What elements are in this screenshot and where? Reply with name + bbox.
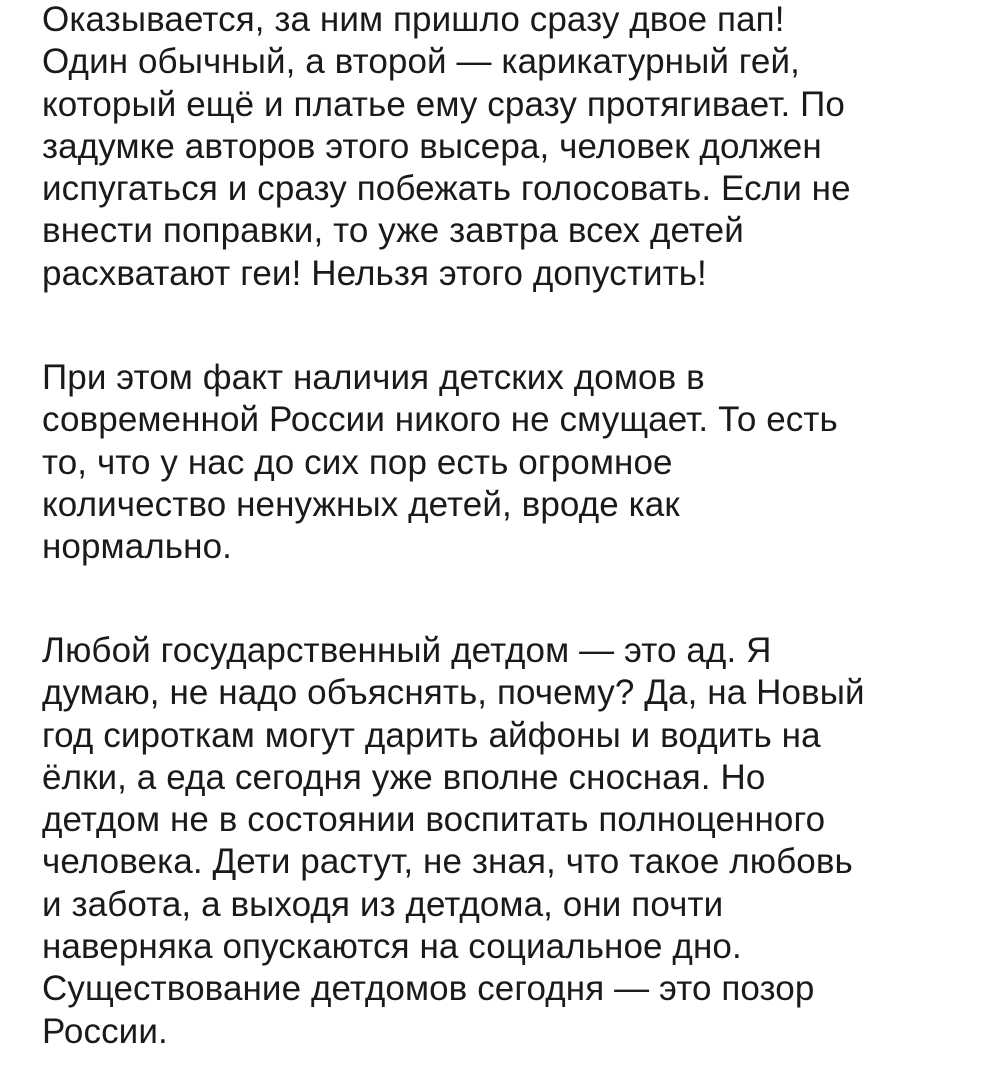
text-line: задумке авторов этого высера, человек должен xyxy=(42,126,822,166)
text-line: Оказывается, за ним пришло сразу двое пап! xyxy=(42,0,785,39)
paragraph-1 xyxy=(42,0,972,295)
text-line: Любой государственный детдом — это ад. Я xyxy=(42,631,772,670)
text-line: внести поправки, то уже завтра всех детей xyxy=(42,211,744,251)
text-line: испугаться и сразу побежать голосовать. Если не xyxy=(42,169,851,209)
text-line: количество ненужных детей, вроде как xyxy=(42,484,680,524)
text-line: детдом не в состоянии воспитать полноценного xyxy=(42,800,826,840)
text-line: Один обычный, а второй — карикатурный гей, xyxy=(42,42,800,82)
text-line: который ещё и платье ему сразу протягивает. По xyxy=(42,84,845,124)
text-line: и забота, а выходя из детдома, они почти xyxy=(42,884,724,924)
text-line: современной России никого не смущает. То есть xyxy=(42,400,838,440)
text-line: человека. Дети растут, не зная, что такое любовь xyxy=(42,842,853,882)
text-line: нормально. xyxy=(42,527,232,567)
text-line: ёлки, а еда сегодня уже вполне сносная. Но xyxy=(42,757,766,797)
text-line: При этом факт наличия детских домов в xyxy=(42,358,705,397)
text-line: год сироткам могут дарить айфоны и водить на xyxy=(42,715,821,755)
text-line: расхватают геи! Нельзя этого допустить! xyxy=(42,253,707,293)
paragraph-3 xyxy=(42,630,972,1053)
paragraph-2 xyxy=(42,357,972,568)
text-line: думаю, не надо объяснять, почему? Да, на Новый xyxy=(42,673,865,713)
text-line: наверняка опускаются на социальное дно. xyxy=(42,927,742,967)
text-line: Существование детдомов сегодня — это позор xyxy=(42,969,815,1009)
text-line: России. xyxy=(42,1011,168,1051)
text-line: то, что у нас до сих пор есть огромное xyxy=(42,442,673,482)
